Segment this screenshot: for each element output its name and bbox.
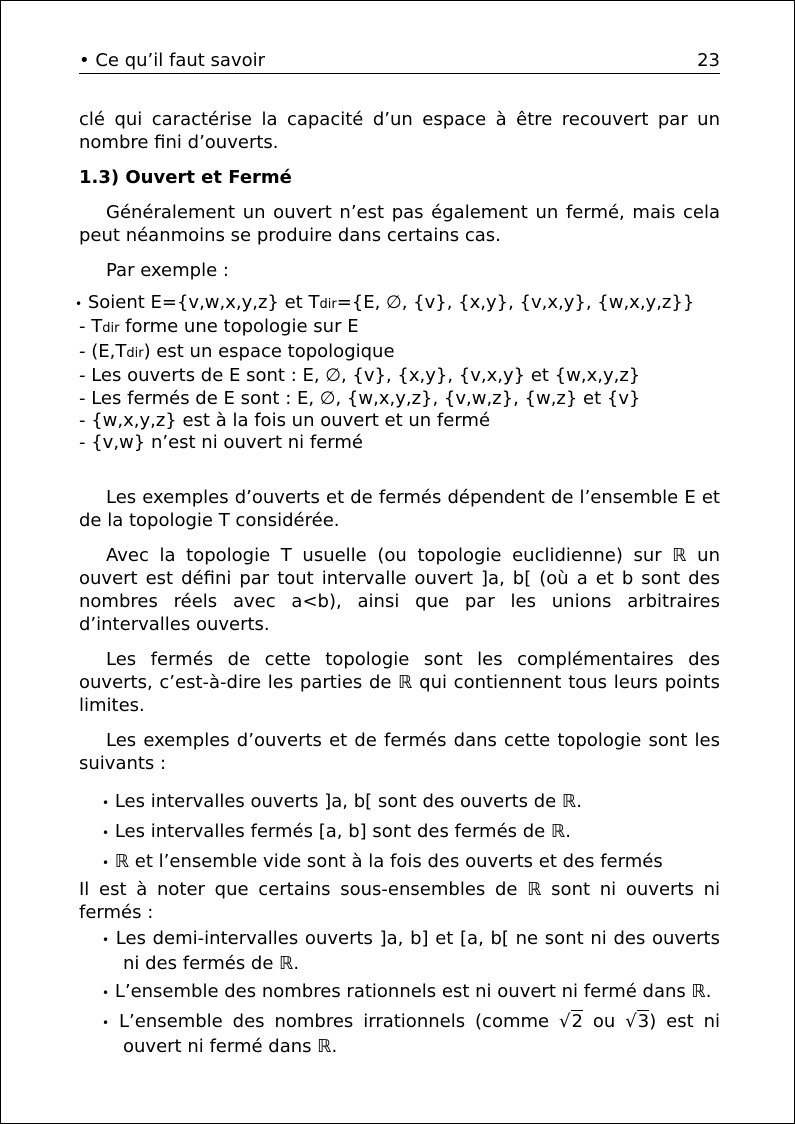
subscript: dir xyxy=(126,345,144,361)
running-header xyxy=(79,50,720,74)
paragraph: Il est à noter que certains sous-ensembles de ℝ sont ni ouverts ni fermés : xyxy=(79,878,720,923)
list-item xyxy=(79,790,720,815)
bullet: • xyxy=(102,932,110,947)
example-text: ) est un espace topologique xyxy=(143,340,395,362)
list-item xyxy=(79,850,720,875)
sqrt-radicand: 2 xyxy=(571,1010,583,1032)
header-title-group xyxy=(79,50,265,72)
paragraph: Par exemple : xyxy=(106,260,229,281)
subscript: dir xyxy=(319,297,337,312)
paragraph: clé qui caractérise la capacité d’un espace à être recouvert par un nombre fini d’ouverts. xyxy=(79,109,720,153)
example-line: - {v,w} n’est ni ouvert ni fermé xyxy=(79,432,363,454)
paragraph: Les exemples d’ouverts et de fermés dans cette topologie sont les suivants : xyxy=(79,729,720,774)
paragraph: Généralement un ouvert n’est pas également un fermé, mais cela peut néanmoins se produire dans certains cas. xyxy=(79,202,720,246)
list-item-text: ℝ et l’ensemble vide sont à la fois des ouverts et des fermés xyxy=(114,850,663,872)
example-line: - {w,x,y,z} est à la fois un ouvert et un fermé xyxy=(79,410,491,432)
list-item xyxy=(79,927,720,975)
example-text: Soient E={v,w,x,y,z} et T xyxy=(87,292,320,313)
page-body xyxy=(75,108,720,1058)
example-line: - Les fermés de E sont : E, ∅, {w,x,y,z}, {v,w,z}, {w,z} et {v} xyxy=(79,387,641,409)
example-block xyxy=(75,292,720,455)
paragraph: Avec la topologie T usuelle (ou topologie euclidienne) sur ℝ un ouvert est défini par tout intervalle ouvert ]a, b[ (où a et b sont des nombres réels avec a<b), ainsi que par les unions arbitraires d’intervalles ouverts. xyxy=(79,544,720,635)
bullet: • xyxy=(102,825,110,840)
bullet: • xyxy=(79,50,90,71)
header-title: Ce qu’il faut savoir xyxy=(95,50,266,71)
list-item-text: Les demi-intervalles ouverts ]a, b] et [a, b[ ne sont ni des ouverts ni des fermés de ℝ. xyxy=(115,927,720,974)
bullet: • xyxy=(102,985,110,1000)
page-number: 23 xyxy=(697,50,720,71)
bullet: • xyxy=(102,1015,110,1030)
paragraph: Les exemples d’ouverts et de fermés dépendent de l’ensemble E et de la topologie T considérée. xyxy=(79,486,720,531)
list-item-text: L’ensemble des nombres irrationnels (comme xyxy=(119,1010,560,1032)
example-line xyxy=(79,316,720,340)
bullet-list xyxy=(79,927,720,1058)
list-item-text: ou xyxy=(582,1010,626,1032)
bullet: • xyxy=(75,297,83,311)
bullet: • xyxy=(102,855,110,870)
list-item-text: Les intervalles ouverts ]a, b[ sont des ouverts de ℝ. xyxy=(114,790,582,812)
example-line: - Les ouverts de E sont : E, ∅, {v}, {x,y}, {v,x,y} et {w,x,y,z} xyxy=(79,365,641,387)
example-text: forme une topologie sur E xyxy=(119,316,359,338)
sqrt-radicand: 3 xyxy=(637,1010,650,1032)
example-text: - (E,T xyxy=(79,340,127,362)
paragraph: Les fermés de cette topologie sont les complémentaires des ouverts, c’est-à-dire les parties de ℝ qui contiennent tous leurs points limites. xyxy=(79,648,720,716)
subscript: dir xyxy=(102,321,120,337)
list-item: • L’ensemble des nombres irrationnels (comme √2 ou √3) est ni ouvert ni fermé dans ℝ. xyxy=(102,1010,720,1057)
list-item-text: L’ensemble des nombres rationnels est ni ouvert ni fermé dans ℝ. xyxy=(114,980,712,1002)
example-text: - T xyxy=(79,316,103,338)
example-line xyxy=(75,292,720,316)
list-item-text: Les intervalles fermés [a, b] sont des fermés de ℝ. xyxy=(114,820,571,842)
bullet: • xyxy=(102,795,110,810)
list-item xyxy=(79,980,720,1005)
example-line xyxy=(79,341,720,365)
section-heading: 1.3) Ouvert et Fermé xyxy=(79,167,292,188)
example-text: ={E, ∅, {v}, {x,y}, {v,x,y}, {w,x,y,z}} xyxy=(336,292,695,313)
bullet-list xyxy=(79,790,720,875)
list-item xyxy=(79,820,720,845)
list-item-text: ) est ni ouvert ni fermé dans ℝ. xyxy=(123,1010,720,1057)
